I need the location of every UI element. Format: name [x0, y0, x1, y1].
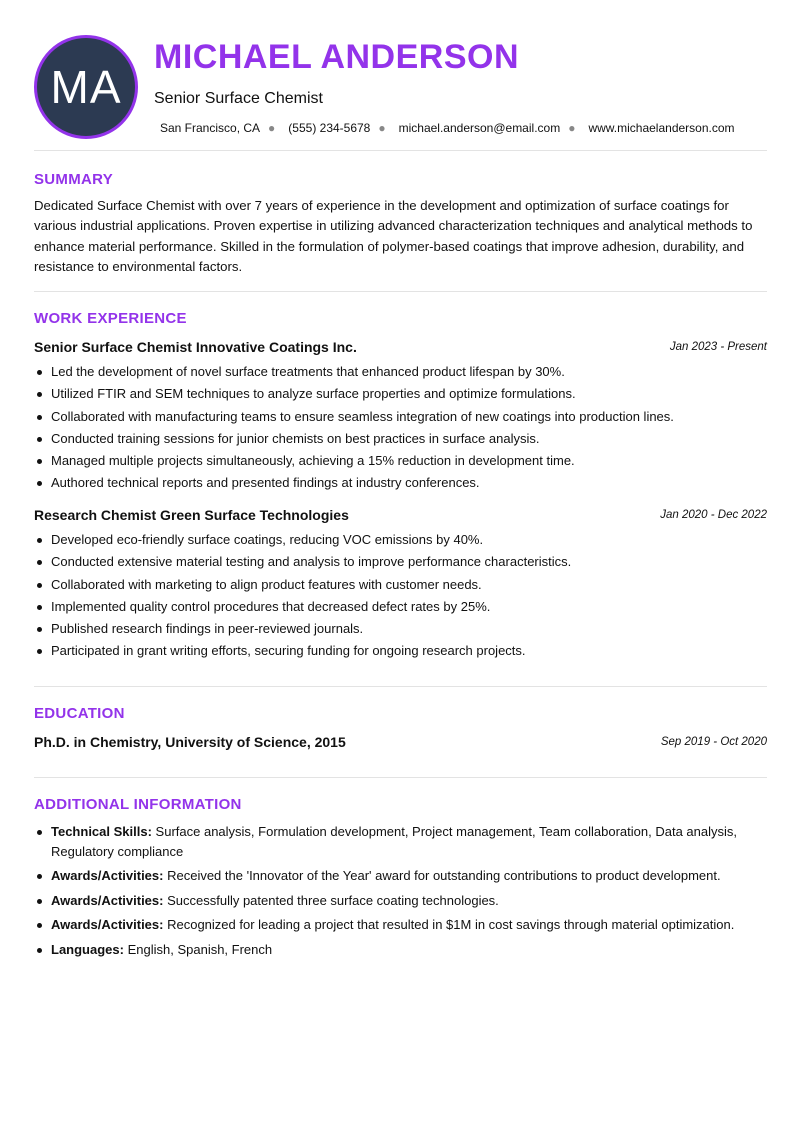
divider	[34, 777, 767, 778]
list-item: Developed eco-friendly surface coatings, reducing VOC emissions by 40%.	[34, 529, 767, 551]
list-item: Implemented quality control procedures that decreased defect rates by 25%.	[34, 596, 767, 618]
info-value: Successfully patented three surface coating technologies.	[167, 892, 499, 908]
info-key: Awards/Activities:	[51, 868, 164, 883]
contact-email[interactable]: michael.anderson@email.com	[398, 121, 561, 135]
list-item	[34, 822, 767, 861]
experience-heading: WORK EXPERIENCE	[34, 310, 187, 327]
list-item: Participated in grant writing efforts, securing funding for ongoing research projects.	[34, 640, 767, 662]
additional-heading: ADDITIONAL INFORMATION	[34, 796, 242, 813]
info-key: Technical Skills:	[51, 824, 152, 839]
info-key: Languages:	[51, 941, 124, 957]
list-item: Collaborated with marketing to align product features with customer needs.	[34, 574, 767, 596]
list-item: Utilized FTIR and SEM techniques to analyze surface properties and optimize formulations.	[34, 383, 767, 405]
divider	[34, 291, 767, 292]
list-item: Conducted extensive material testing and analysis to improve performance characteristics.	[34, 551, 767, 573]
separator-dot-icon: ●	[378, 121, 386, 135]
list-item	[34, 891, 767, 911]
education-entry	[34, 733, 767, 751]
separator-dot-icon: ●	[268, 121, 276, 135]
job-dates: Jan 2023 - Present	[669, 341, 767, 353]
info-value: English, Spanish, French	[127, 941, 273, 957]
job-role: Senior Surface Chemist Innovative Coatings Inc.	[34, 339, 357, 355]
info-value: Surface analysis, Formulation development, Project management, Team collaboration, Data analysis, Regulatory compliance	[51, 824, 737, 859]
job-role: Research Chemist Green Surface Technologies	[34, 507, 349, 523]
avatar-initials: MA	[50, 61, 122, 113]
list-item: Collaborated with manufacturing teams to ensure seamless integration of new coatings into production lines.	[34, 406, 767, 428]
info-value: Recognized for leading a project that resulted in $1M in cost savings through material optimization.	[167, 917, 735, 932]
list-item: Led the development of novel surface treatments that enhanced product lifespan by 30%.	[34, 361, 767, 383]
job-header	[34, 506, 767, 524]
job-title: Senior Surface Chemist	[154, 90, 323, 107]
summary-text: Dedicated Surface Chemist with over 7 years of experience in the development and optimization of surface coatings for various industrial applications. Proven expertise in utilizing advanced characterization techniques and analytical methods to enhance material performance. Skilled in the formulation of polymer-based coatings that improve adhesion, durability, and resistance to environmental factors.	[34, 198, 753, 274]
job-dates: Jan 2020 - Dec 2022	[660, 509, 767, 521]
list-item: Authored technical reports and presented findings at industry conferences.	[34, 472, 767, 494]
list-item: Managed multiple projects simultaneously, achieving a 15% reduction in development time.	[34, 450, 767, 472]
contact-location: San Francisco, CA	[160, 121, 261, 135]
divider	[34, 686, 767, 687]
job-bullets	[34, 529, 767, 663]
additional-list	[34, 822, 767, 964]
education-heading: EDUCATION	[34, 705, 125, 722]
info-value: Received the 'Innovator of the Year' award for outstanding contributions to product development.	[167, 868, 721, 883]
job-bullets	[34, 361, 767, 495]
list-item: Conducted training sessions for junior chemists on best practices in surface analysis.	[34, 428, 767, 450]
info-key: Awards/Activities:	[51, 892, 164, 908]
avatar	[34, 35, 138, 139]
list-item	[34, 866, 767, 886]
list-item	[34, 915, 767, 935]
list-item: Published research findings in peer-reviewed journals.	[34, 618, 767, 640]
list-item	[34, 940, 767, 960]
separator-dot-icon: ●	[568, 121, 576, 135]
info-key: Awards/Activities:	[51, 917, 164, 932]
divider	[34, 150, 767, 151]
candidate-name: MICHAEL ANDERSON	[154, 38, 520, 76]
degree: Ph.D. in Chemistry, University of Science, 2015	[34, 734, 346, 750]
contact-phone: (555) 234-5678	[288, 121, 371, 135]
contact-website[interactable]: www.michaelanderson.com	[588, 121, 735, 135]
summary-heading: SUMMARY	[34, 171, 114, 188]
job-header	[34, 338, 767, 356]
contact-line	[160, 120, 735, 136]
education-dates: Sep 2019 - Oct 2020	[660, 736, 767, 748]
